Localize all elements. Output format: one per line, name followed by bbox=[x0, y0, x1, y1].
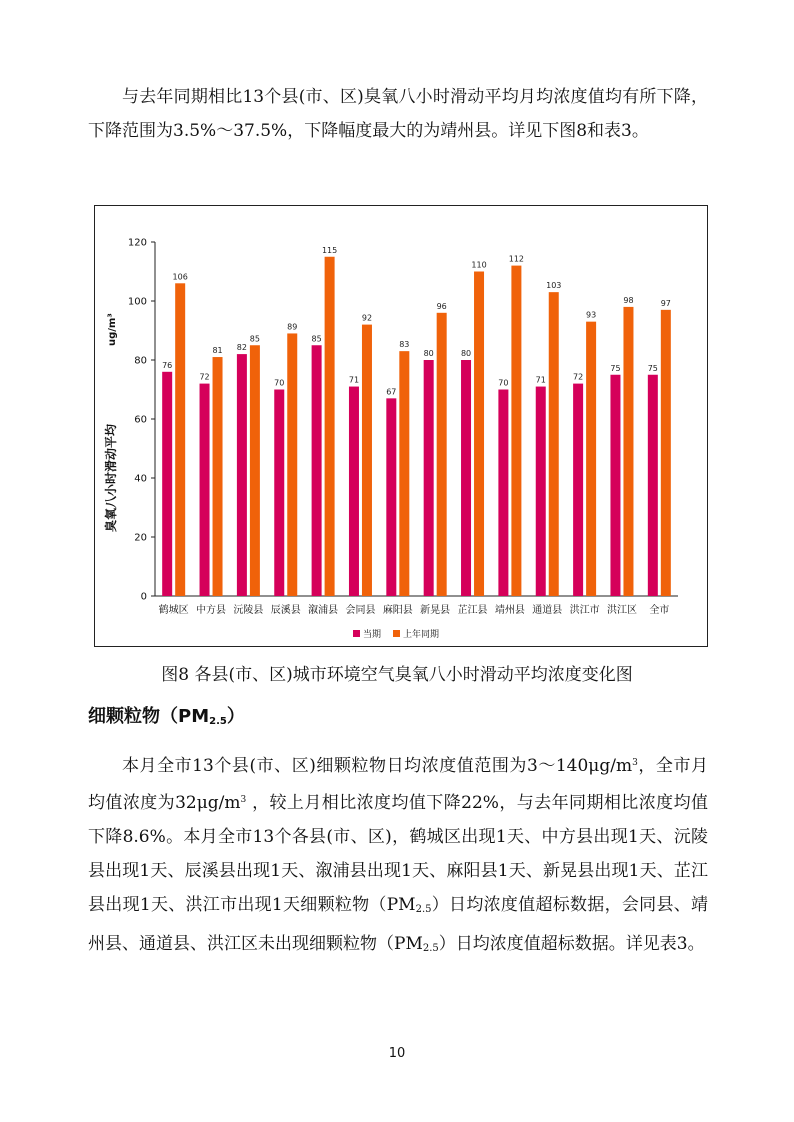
bar-value-label: 81 bbox=[212, 346, 223, 356]
bar-value-label: 112 bbox=[508, 254, 525, 264]
bar-value-label: 103 bbox=[546, 281, 562, 291]
bar-current bbox=[610, 375, 620, 596]
bar-value-label: 76 bbox=[162, 360, 173, 370]
x-tick-label: 会同县 bbox=[345, 605, 376, 616]
ozone-chart-frame bbox=[94, 205, 708, 647]
bar-value-label: 98 bbox=[623, 295, 634, 305]
x-tick-label: 洪江市 bbox=[569, 605, 600, 616]
bar-current bbox=[536, 387, 546, 596]
y-tick-label: 120 bbox=[127, 237, 147, 249]
x-axis-labels bbox=[159, 603, 670, 616]
pm25-text-3: ，较上月相比浓度均值下降22%，与去年同期相比浓度均值下降8.6%。本月全市13个各县(市、区)，鹤城区出现1天、中方县出现1天、沅陵县出现1天、辰溪县出现1天、溆浦县出现1天、麻阳县1天、新晃县出现1天、芷江县出现1天、洪江市出现1天细颗粒物（PM bbox=[88, 793, 708, 915]
bar-value-label: 82 bbox=[236, 343, 247, 353]
y-tick-label: 40 bbox=[134, 473, 147, 485]
section-title-end: ） bbox=[226, 706, 245, 727]
pm25-unit-sup-1: 3 bbox=[632, 758, 638, 768]
bar-last-year bbox=[399, 351, 409, 596]
bar-current bbox=[424, 360, 434, 596]
pm25-subscript-2: 2.5 bbox=[422, 943, 439, 954]
bar-last-year bbox=[362, 325, 372, 596]
bar-value-label: 72 bbox=[199, 372, 210, 382]
figure-caption: 图8 各县(市、区)城市环境空气臭氧八小时滑动平均浓度变化图 bbox=[161, 665, 633, 685]
y-tick-label: 80 bbox=[134, 355, 147, 367]
section-title-subscript: 2.5 bbox=[209, 716, 227, 727]
y-axis-label: 臭氧八小时滑动平均 bbox=[104, 423, 118, 532]
bar-last-year bbox=[623, 307, 633, 596]
bar-value-label: 71 bbox=[535, 375, 546, 385]
bar-last-year bbox=[474, 272, 484, 597]
bar-current bbox=[648, 375, 658, 596]
bar-value-label: 93 bbox=[586, 310, 597, 320]
bar-current bbox=[312, 345, 322, 596]
pm25-text-5: ）日均浓度值超标数据。详见表3。 bbox=[438, 934, 705, 954]
x-tick-label: 中方县 bbox=[196, 605, 227, 616]
bars bbox=[162, 246, 671, 596]
x-tick-label: 靖州县 bbox=[494, 605, 525, 616]
bar-value-label: 97 bbox=[660, 298, 671, 308]
bar-value-label: 96 bbox=[436, 301, 447, 311]
page-number: 10 bbox=[388, 1046, 406, 1061]
bar-last-year bbox=[325, 257, 335, 596]
x-tick-label: 沅陵县 bbox=[233, 605, 264, 616]
bar-value-label: 80 bbox=[423, 349, 434, 358]
bar-value-label: 75 bbox=[647, 363, 658, 373]
bar-current bbox=[162, 372, 172, 596]
x-tick-label: 溆浦县 bbox=[308, 605, 339, 616]
bar-value-label: 71 bbox=[348, 375, 360, 385]
x-tick-label: 辰溪县 bbox=[270, 605, 301, 616]
section-title-main: 细颗粒物（PM bbox=[88, 706, 210, 727]
bar-value-label: 110 bbox=[471, 260, 487, 270]
y-tick-label: 60 bbox=[134, 414, 147, 426]
pm25-text-1: 本月全市13个县(市、区)细颗粒物日均浓度值范围为3～140μg/m bbox=[122, 756, 633, 776]
bar-current bbox=[386, 398, 396, 596]
bar-value-label: 70 bbox=[274, 378, 285, 388]
x-tick-label: 洪江区 bbox=[606, 605, 637, 616]
x-tick-label: 通道县 bbox=[532, 605, 563, 616]
section-title-pm25 bbox=[88, 702, 245, 728]
x-tick-label: 鹤城区 bbox=[158, 605, 189, 616]
bar-value-label: 75 bbox=[610, 363, 621, 373]
bar-current bbox=[349, 387, 359, 596]
bar-last-year bbox=[437, 313, 447, 596]
bar-value-label: 89 bbox=[287, 322, 298, 332]
y-tick-label: 100 bbox=[127, 296, 147, 308]
legend-label-last-year: 上年同期 bbox=[403, 630, 440, 640]
bar-value-label: 83 bbox=[399, 340, 410, 350]
bar-last-year bbox=[586, 322, 596, 596]
pm25-text-2: ，全市月均值浓度为32μg/m bbox=[88, 756, 709, 813]
bar-last-year bbox=[287, 333, 297, 596]
bar-current bbox=[461, 360, 471, 596]
bar-value-label: 67 bbox=[386, 387, 397, 397]
y-tick-label: 20 bbox=[134, 532, 147, 544]
pm25-subscript-1: 2.5 bbox=[415, 904, 432, 915]
bar-value-label: 70 bbox=[498, 378, 509, 388]
bar-last-year bbox=[175, 283, 185, 596]
bar-last-year bbox=[250, 345, 260, 596]
bar-last-year bbox=[511, 266, 521, 596]
bar-value-label: 72 bbox=[573, 372, 584, 382]
ozone-bar-chart bbox=[95, 206, 706, 645]
legend bbox=[353, 628, 439, 640]
bar-last-year bbox=[213, 357, 223, 596]
bar-last-year bbox=[661, 310, 671, 596]
bar-value-label: 85 bbox=[311, 334, 322, 344]
y-axis-unit: ug/m³ bbox=[107, 313, 118, 346]
legend-swatch-last-year bbox=[393, 630, 400, 637]
bar-value-label: 92 bbox=[361, 313, 373, 323]
pm25-paragraph bbox=[88, 746, 708, 966]
pm25-text-4: ）日均浓度值超标数据，会同县、靖州县、通道县、洪江区未出现细颗粒物（PM bbox=[88, 895, 709, 954]
legend-swatch-current bbox=[353, 630, 360, 637]
bar-value-label: 85 bbox=[249, 334, 260, 344]
bar-current bbox=[200, 384, 210, 596]
x-tick-label: 新晃县 bbox=[420, 605, 451, 616]
bar-value-label: 115 bbox=[321, 245, 338, 255]
pm25-unit-sup-2: 3 bbox=[240, 795, 247, 805]
x-tick-label: 麻阳县 bbox=[382, 605, 413, 616]
bar-current bbox=[573, 384, 583, 596]
bar-current bbox=[498, 390, 508, 597]
legend-label-current: 当期 bbox=[363, 630, 382, 640]
x-tick-label: 芷江县 bbox=[457, 605, 488, 616]
bar-current bbox=[274, 390, 284, 597]
bar-last-year bbox=[549, 292, 559, 596]
intro-paragraph: 与去年同期相比13个县(市、区)臭氧八小时滑动平均月均浓度值均有所下降，下降范围为3.5%～37.5%，下降幅度最大的为靖州县。详见下图8和表3。 bbox=[88, 87, 708, 141]
bar-current bbox=[237, 354, 247, 596]
bar-value-label: 80 bbox=[460, 349, 472, 358]
bar-value-label: 106 bbox=[172, 272, 188, 282]
x-tick-label: 全市 bbox=[649, 605, 670, 616]
y-tick-label: 0 bbox=[140, 591, 147, 603]
